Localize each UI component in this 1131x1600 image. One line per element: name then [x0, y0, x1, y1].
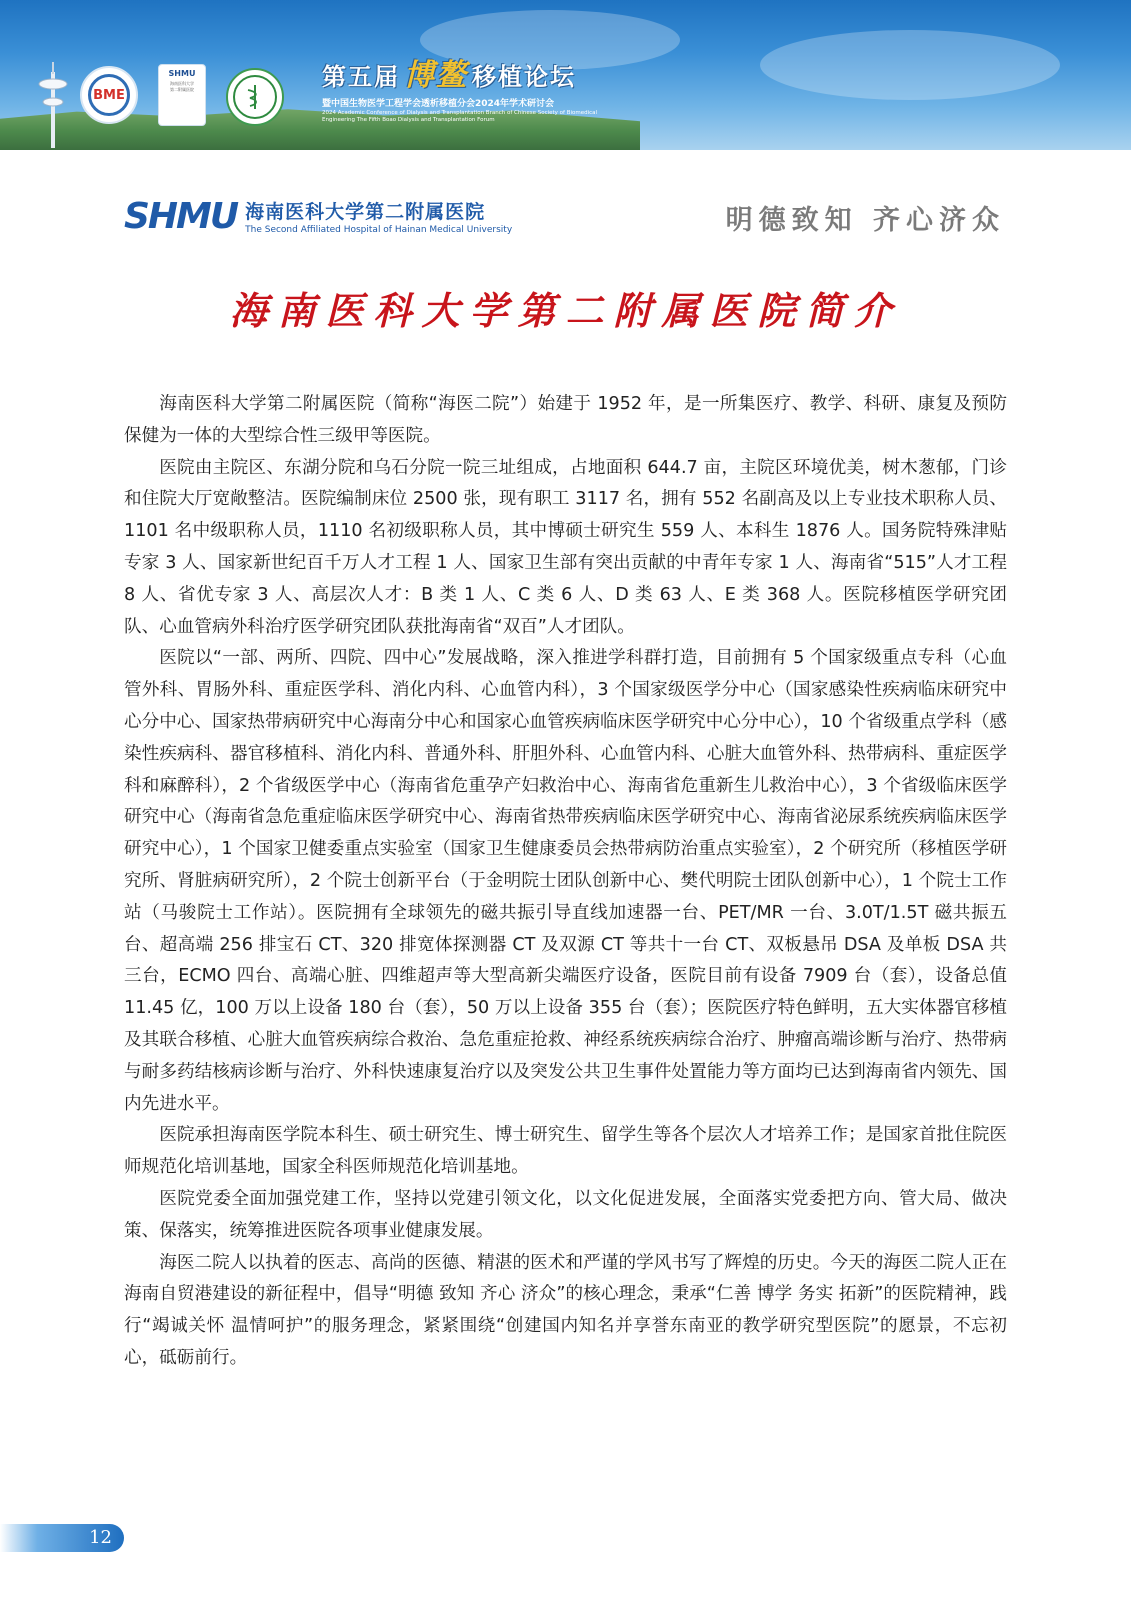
bme-logo-text: BME — [93, 87, 125, 103]
forum-subtitle: 暨中国生物医学工程学会透析移植分会2024年学术研讨会 — [322, 99, 555, 109]
hospital-name-cn: 海南医科大学第二附属医院 — [245, 201, 486, 223]
forum-subtitle-en: 2024 Academic Conference of Dialysis and Transplantation Branch of Chinese Society of Biomedical Engineering The Fifth Boao Dialysis and Transplantation Forum — [322, 110, 598, 123]
page-number-tab — [0, 1524, 124, 1552]
forum-title-suffix: 移植论坛 — [472, 62, 576, 91]
paragraph-disciplines-equipment: 医院以“一部、两所、四院、四中心”发展战略，深入推进学科群打造，目前拥有 5 个国家级重点专科（心血管外科、胃肠外科、重症医学科、消化内科、心血管内科），3 个国家级医学分中心（国家感染性疾病临床研究中心分中心、国家热带病研究中心海南分中心和国家心血管疾病临床医学研究中心分中心），10 个省级重点学科（感染性疾病科、器官移植科、消化内科、普通外科、肝胆外科、心血管内科、心脏大血管外科、热带病科、重症医学科和麻醉科），2 个省级医学中心（海南省危重孕产妇救治中心、海南省危重新生儿救治中心），3 个省级临床医学研究中心（海南省急危重症临床医学研究中心、海南省热带疾病临床医学研究中心、海南省泌尿系统疾病临床医学研究中心），1 个国家卫健委重点实验室（国家卫生健康委员会热带病防治重点实验室），2 个研究所（移植医学研究所、肾脏病研究所），2 个院士创新平台（于金明院士团队创新中心、樊代明院士团队创新中心），1 个院士工作站（马骏院士工作站）。医院拥有全球领先的磁共振引导直线加速器一台、PET/MR 一台、3.0T/1.5T 磁共振五台、超高端 256 排宝石 CT、320 排宽体探测器 CT 及双源 CT 等共十一台 CT、双板悬吊 DSA 及单板 DSA 共三台，ECMO 四台、高端心脏、四维超声等大型高新尖端医疗设备，医院目前有设备 7909 台（套），设备总值 11.45 亿，100 万以上设备 180 台（套），50 万以上设备 355 台（套）；医院医疗特色鲜明，五大实体器官移植及其联合移植、心脏大血管疾病综合救治、急危重症抢救、神经系统疾病综合治疗、肿瘤高端诊断与治疗、热带病与耐多药结核病诊断与治疗、外科快速康复治疗以及突发公共卫生事件处置能力等方面均已达到海南省内领先、国内先进水平。 — [124, 648, 1007, 1114]
hospital-name-en: The Second Affiliated Hospital of Hainan Medical University — [245, 225, 513, 235]
forum-title — [322, 50, 576, 94]
shmu-badge-logo — [158, 64, 206, 126]
page-number: 12 — [89, 1527, 112, 1548]
article-body — [124, 389, 1007, 1375]
page-title: 海南医科大学第二附属医院简介 — [229, 288, 902, 333]
paragraph-education: 医院承担海南医学院本科生、硕士研究生、博士研究生、留学生等各个层次人才培养工作；是国家首批住院医师规范化培训基地，国家全科医师规范化培训基地。 — [124, 1125, 1007, 1178]
hospital-name-block — [245, 197, 512, 235]
forum-banner — [0, 0, 1131, 150]
paragraph-campus-staff: 医院由主院区、东湖分院和乌石分院一院三址组成，占地面积 644.7 亩，主院区环境优美，树木葱郁，门诊和住院大厅宽敞整洁。医院编制床位 2500 张，现有职工 3117 名，拥有 552 名副高及以上专业技术职称人员、1101 名中级职称人员，1110 名初级职称人员，其中博硕士研究生 559 人、本科生 1876 人。国务院特殊津贴专家 3 人、国家新世纪百千万人才工程 1 人、国家卫生部有突出贡献的中青年专家 1 人、海南省“515”人才工程 8 人、省优专家 3 人、高层次人才：B 类 1 人、C 类 6 人、D 类 63 人、E 类 368 人。医院移植医学研究团队、心血管病外科治疗医学研究团队获批海南省“双百”人才团队。 — [124, 457, 1007, 637]
hospital-logo-mark: SHMU — [124, 195, 238, 237]
shmu-badge-caption — [159, 81, 205, 93]
paragraph-party-building: 医院党委全面加强党建工作，坚持以党建引领文化，以文化促进发展，全面落实党委把方向、管大局、做决策、保落实，统筹推进医院各项事业健康发展。 — [124, 1188, 1007, 1241]
forum-title-boao: 博鳌 — [404, 58, 468, 93]
shmu-badge-text: SHMU — [168, 69, 196, 78]
medical-society-logo — [226, 68, 284, 126]
cloud-decoration — [760, 30, 1060, 100]
forum-title-prefix: 第五届 — [322, 62, 400, 91]
hospital-motto: 明德致知 齐心济众 — [725, 205, 1005, 236]
bme-logo — [80, 66, 138, 124]
paragraph-intro: 海南医科大学第二附属医院（简称“海医二院”）始建于 1952 年，是一所集医疗、教学、科研、康复及预防保健为一体的大型综合性三级甲等医院。 — [124, 394, 1007, 446]
hospital-logo — [124, 196, 512, 236]
shmu-badge-line1: 海南医科大学 — [170, 81, 194, 86]
paragraph-vision: 海医二院人以执着的医志、高尚的医德、精湛的医术和严谨的学风书写了辉煌的历史。今天的海医二院人正在海南自贸港建设的新征程中，倡导“明德 致知 齐心 济众”的核心理念，秉承“仁善 博学 务实 拓新”的医院精神，践行“竭诚关怀 温情呵护”的服务理念，紧紧围绕“创建国内知名并享誉东南亚的教学研究型医院”的愿景，不忘初心，砥砺前行。 — [124, 1252, 1007, 1368]
shmu-badge-line2: 第二附属医院 — [170, 87, 194, 92]
tower-icon — [36, 62, 70, 148]
